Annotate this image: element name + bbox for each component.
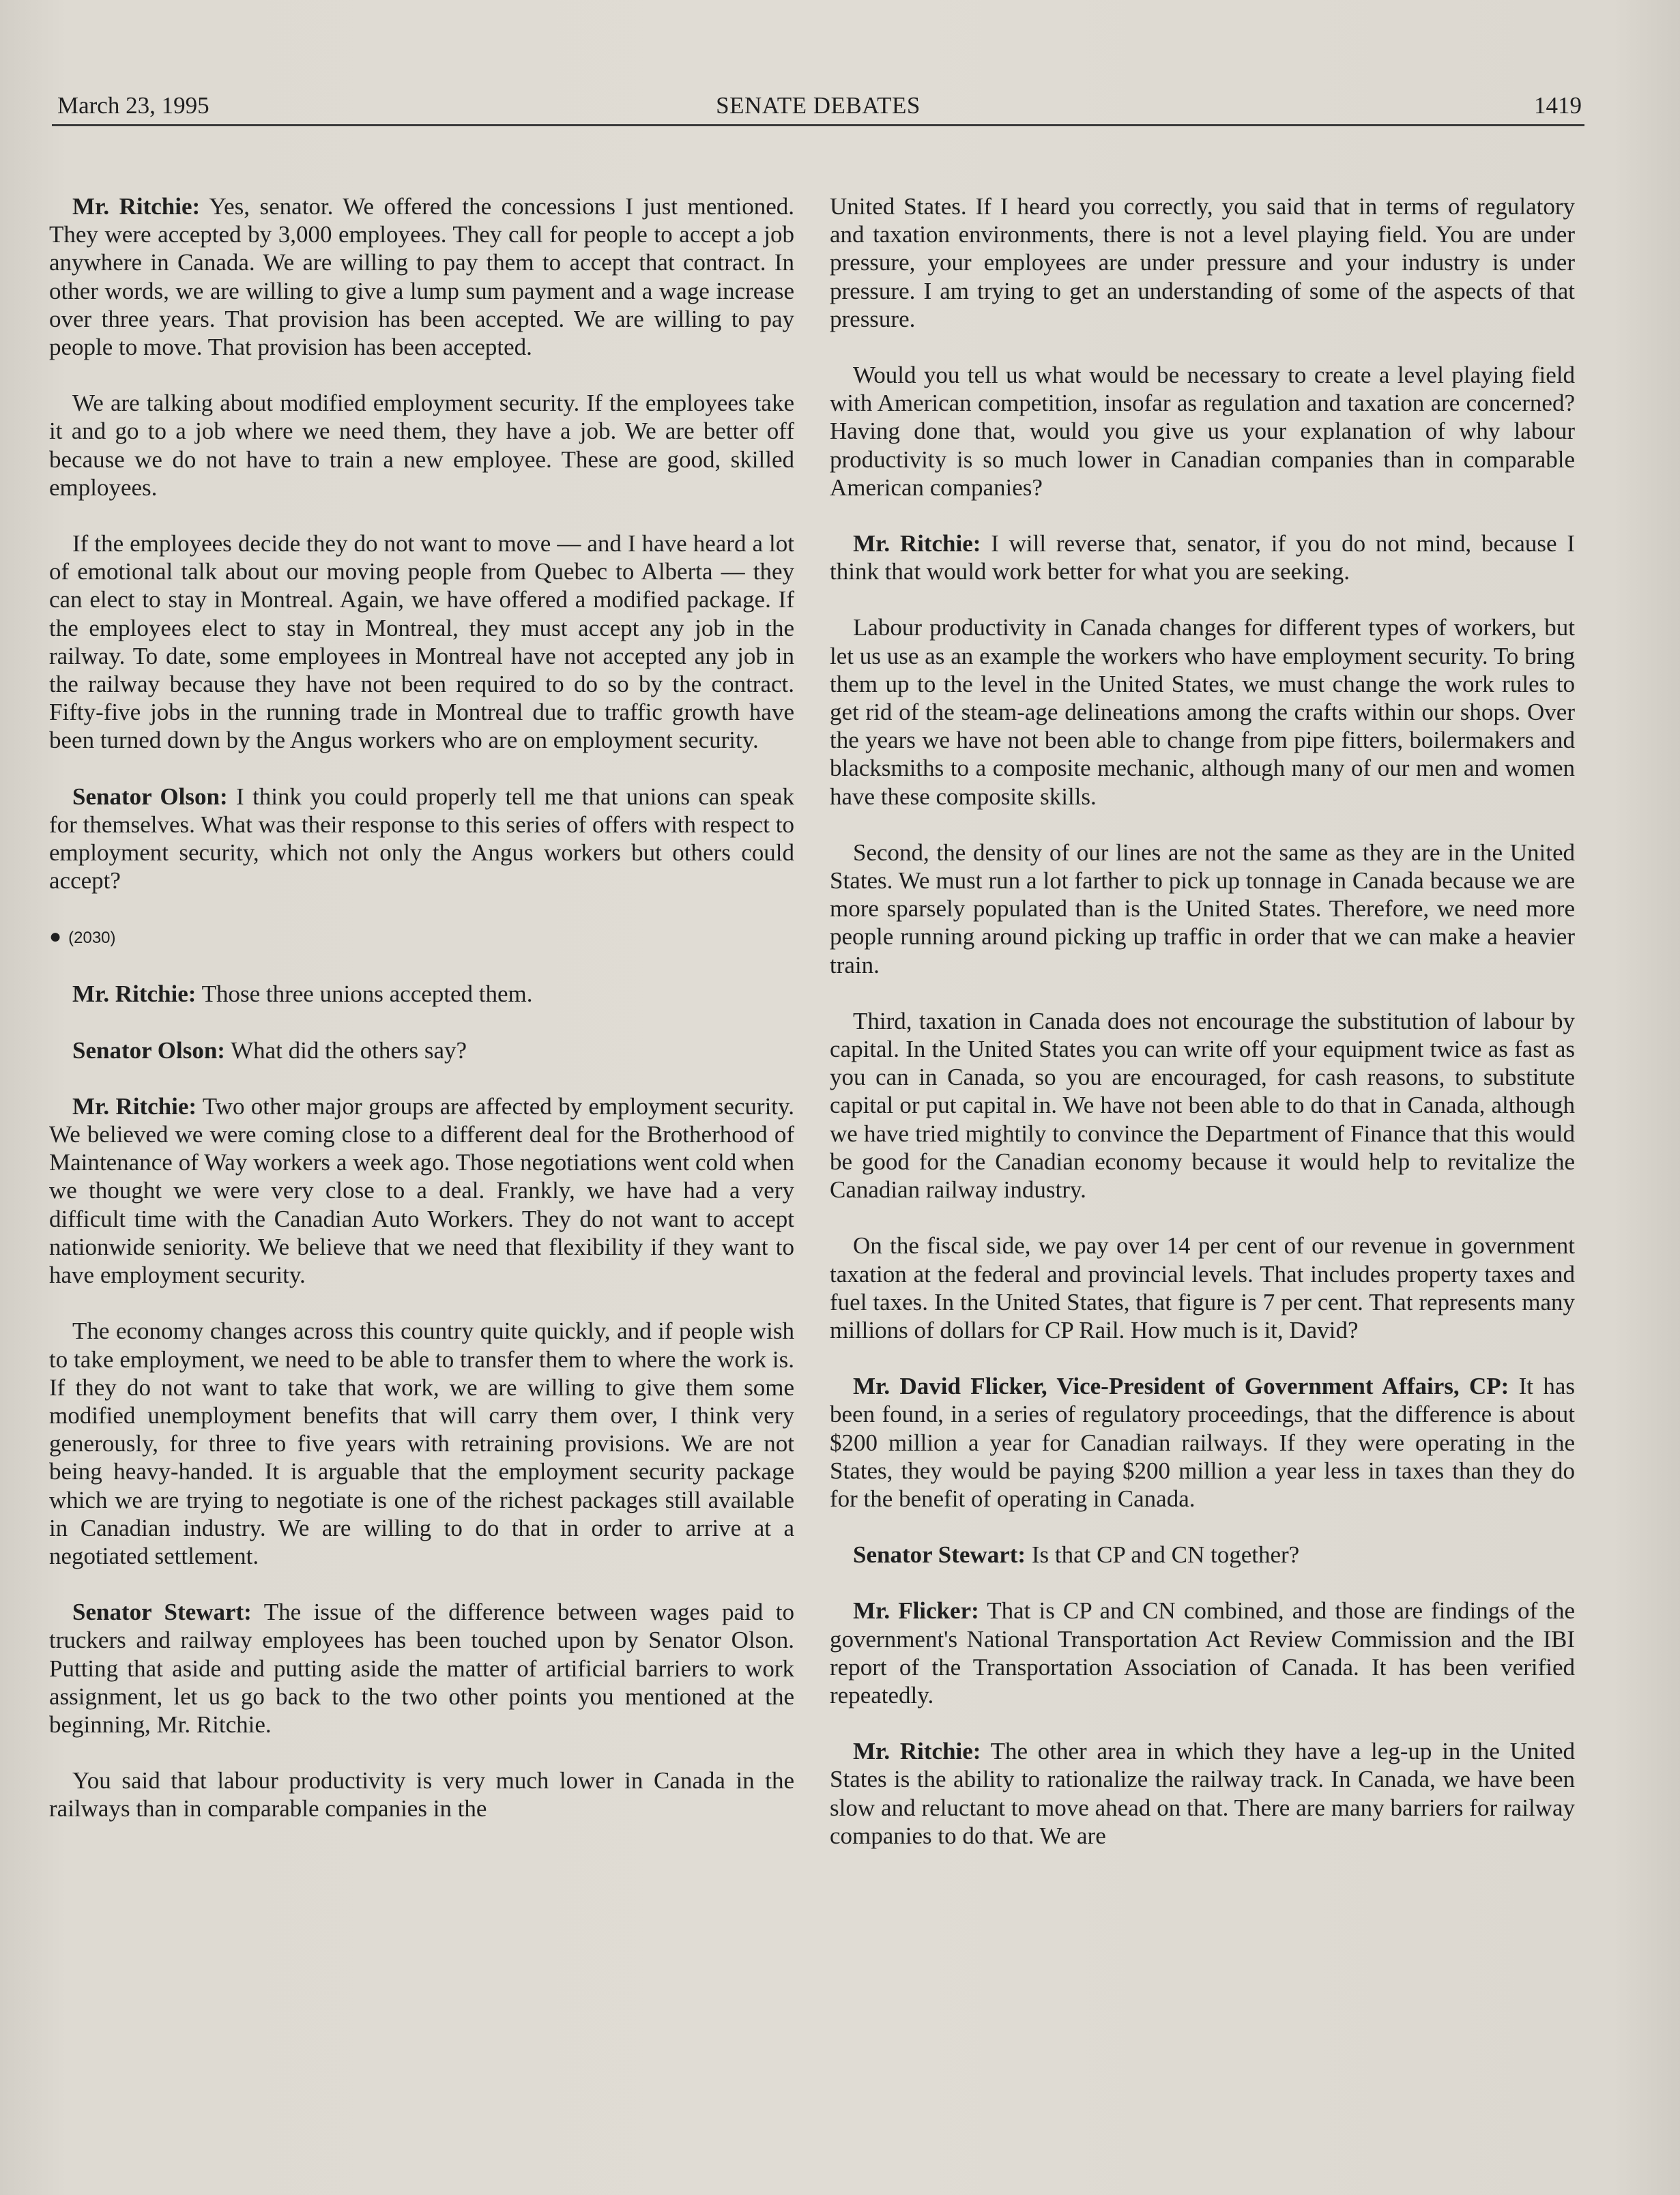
paragraph [49,529,794,755]
page-header [52,87,1584,126]
paragraph [830,1372,1575,1513]
time-marker [49,922,794,952]
paragraph-text: On the fiscal side, we pay over 14 per cent of our revenue in government taxation at the federal and provincial levels. That includes property taxes and fuel taxes. In the United States, that figure is 7 per cent. That represents many millions of dollars for CP Rail. How much is it, David? [830,1232,1575,1343]
paragraph-text: What did the others say? [231,1036,467,1064]
time-marker-label: (2030) [68,929,116,948]
speaker-name: Mr. Ritchie: [853,1738,981,1765]
paragraph [830,1737,1575,1850]
paragraph [830,839,1575,979]
bullet-icon: ● [49,925,62,948]
speaker-name: Mr. Ritchie: [853,530,981,557]
paragraph-text: I think you could properly tell me that unions can speak for themselves. What was their response to this series of offers with respect to employment security, which not only the Angus workers but others could accept? [49,783,795,895]
paragraph [49,1092,794,1289]
paragraph-text: The other area in which they have a leg-up in the United States is the ability to rationalize the railway track. In Canada, we have been slow and reluctant to move ahead on that. There are many barriers for railway companies to do that. We are [830,1738,1575,1849]
speaker-name: Senator Olson: [72,1036,225,1064]
paragraph [49,783,794,895]
header-page-number: 1419 [1534,92,1582,119]
paragraph [830,192,1575,333]
paragraph [49,1767,794,1822]
left-column [49,192,794,1851]
paragraph [830,529,1575,585]
header-title: SENATE DEBATES [716,92,921,119]
paragraph-text: If the employees decide they do not want to move — and I have heard a lot of emotional talk about our moving people from Quebec to Alberta — they can elect to stay in Montreal. Again, we have offered a modified package. If the employees elect to stay in Montreal, they must accept any job in the railway. To date, some employees in Montreal have not accepted any job in the railway because they have not been required to do so by the contract. Fifty-five jobs in the running trade in Montreal due to traffic growth have been turned down by the Angus workers who are on employment security. [49,530,794,754]
speaker-name: Mr. David Flicker, Vice-President of Government Affairs, CP: [853,1373,1509,1400]
header-date: March 23, 1995 [57,92,209,119]
paragraph [830,1232,1575,1344]
paragraph-text: Two other major groups are affected by employment security. We believed we were coming close to a different deal for the Brotherhood of Maintenance of Way workers a week ago. Those negotiations went cold when we thought we were very close to a deal. Frankly, we have had a very difficult time with the Canadian Auto Workers. They do not want to accept nationwide seniority. We believe that we need that flexibility if they want to have employment security. [49,1092,794,1289]
paragraph-text: Third, taxation in Canada does not encourage the substitution of labour by capital. In the United States you can write off your equipment twice as fast as you can in Canada, so you are encouraged, for cash reasons, to substitute capital or put capital in. We have not been able to do that in Canada, although we have tried mightily to convince the Department of Finance that this would be good for the Canadian economy because it would help to revitalize the Canadian railway industry. [830,1007,1575,1204]
paragraph-text: United States. If I heard you correctly, you said that in terms of regulatory and taxation environments, there is not a level playing field. You are under pressure, your employees are under pressure and your industry is under pressure. I am trying to get an understanding of some of the aspects of that pressure. [830,193,1575,332]
paragraph-text: That is CP and CN combined, and those are findings of the government's National Transportation Act Review Commission and the IBI report of the Transportation Association of Canada. It has been verified repeatedly. [830,1597,1575,1709]
paragraph [49,1317,794,1570]
speaker-name: Mr. Ritchie: [72,1092,197,1120]
paragraph [49,192,794,361]
paragraph [830,361,1575,501]
speaker-name: Mr. Flicker: [853,1597,979,1625]
paragraph [830,613,1575,810]
right-column [830,192,1575,1878]
paragraph [49,1036,794,1064]
paragraph-text: I will reverse that, senator, if you do not mind, because I think that would work better for what you are seeking. [830,530,1575,585]
paragraph [830,1597,1575,1709]
paragraph-text: Would you tell us what would be necessary to create a level playing field with American competition, insofar as regulation and taxation are concerned? Having done that, would you give us your explanation of why labour productivity is so much lower in Canadian companies than in comparable American companies? [830,362,1575,501]
paragraph [49,389,794,501]
paragraph [49,980,794,1008]
paragraph [49,1598,794,1739]
paragraph-text: Second, the density of our lines are not the same as they are in the United States. We must run a lot farther to pick up tonnage in Canada because we are more sparsely populated than is the United States. Therefore, we need more people running around picking up traffic in order that we can make a heavier train. [830,839,1575,978]
paragraph-text: You said that labour productivity is very much lower in Canada in the railways than in comparable companies in the [49,1767,794,1822]
paragraph-text: Labour productivity in Canada changes for different types of workers, but let us use as an example the workers who have employment security. To bring them up to the level in the United States, we must change the work rules to get rid of the steam-age delineations among the crafts within our shops. Over the years we have not been able to change from pipe fitters, boilermakers and blacksmiths to a composite mechanic, although many of our men and women have these composite skills. [830,614,1575,810]
speaker-name: Senator Stewart: [72,1599,252,1626]
paragraph-text: The economy changes across this country quite quickly, and if people wish to take employment, we need to be able to transfer them to where the work is. If they do not want to take that work, we are willing to give them some modified unemployment benefits that will carry them over, I think very generously, for three to five years with retraining provisions. We are not being heavy-handed. It is arguable that the employment security package which we are trying to negotiate is one of the richest packages still available in Canadian industry. We are willing to do that in order to arrive at a negotiated settlement. [49,1318,794,1569]
paragraph-text: Is that CP and CN together? [1031,1541,1300,1569]
paragraph-text: Yes, senator. We offered the concessions I just mentioned. They were accepted by 3,000 employees. They call for people to accept a job anywhere in Canada. We are willing to pay them to accept that contract. In other words, we are willing to give a lump sum payment and a wage increase over three years. That provision has been accepted. We are willing to pay people to move. That provision has been accepted. [49,193,794,361]
paragraph [830,1007,1575,1204]
speaker-name: Senator Stewart: [853,1541,1026,1569]
speaker-name: Senator Olson: [72,783,228,810]
paragraph-text: The issue of the difference between wages paid to truckers and railway employees has been touched upon by Senator Olson. Putting that aside and putting aside the matter of artificial barriers to work assignment, let us go back to the two other points you mentioned at the beginning, Mr. Ritchie. [49,1599,794,1738]
speaker-name: Mr. Ritchie: [72,980,197,1008]
paragraph-text: We are talking about modified employment security. If the employees take it and go to a job where we need them, they have a job. We are better off because we do not have to train a new employee. These are good, skilled employees. [49,390,794,501]
speaker-name: Mr. Ritchie: [72,193,201,220]
paragraph-text: Those three unions accepted them. [201,980,533,1008]
paragraph [830,1541,1575,1569]
paragraph-text: It has been found, in a series of regulatory proceedings, that the difference is about $200 million a year for Canadian railways. If they were operating in the States, they would be paying $200 million a year less in taxes than they do for the benefit of operating in Canada. [830,1373,1575,1512]
